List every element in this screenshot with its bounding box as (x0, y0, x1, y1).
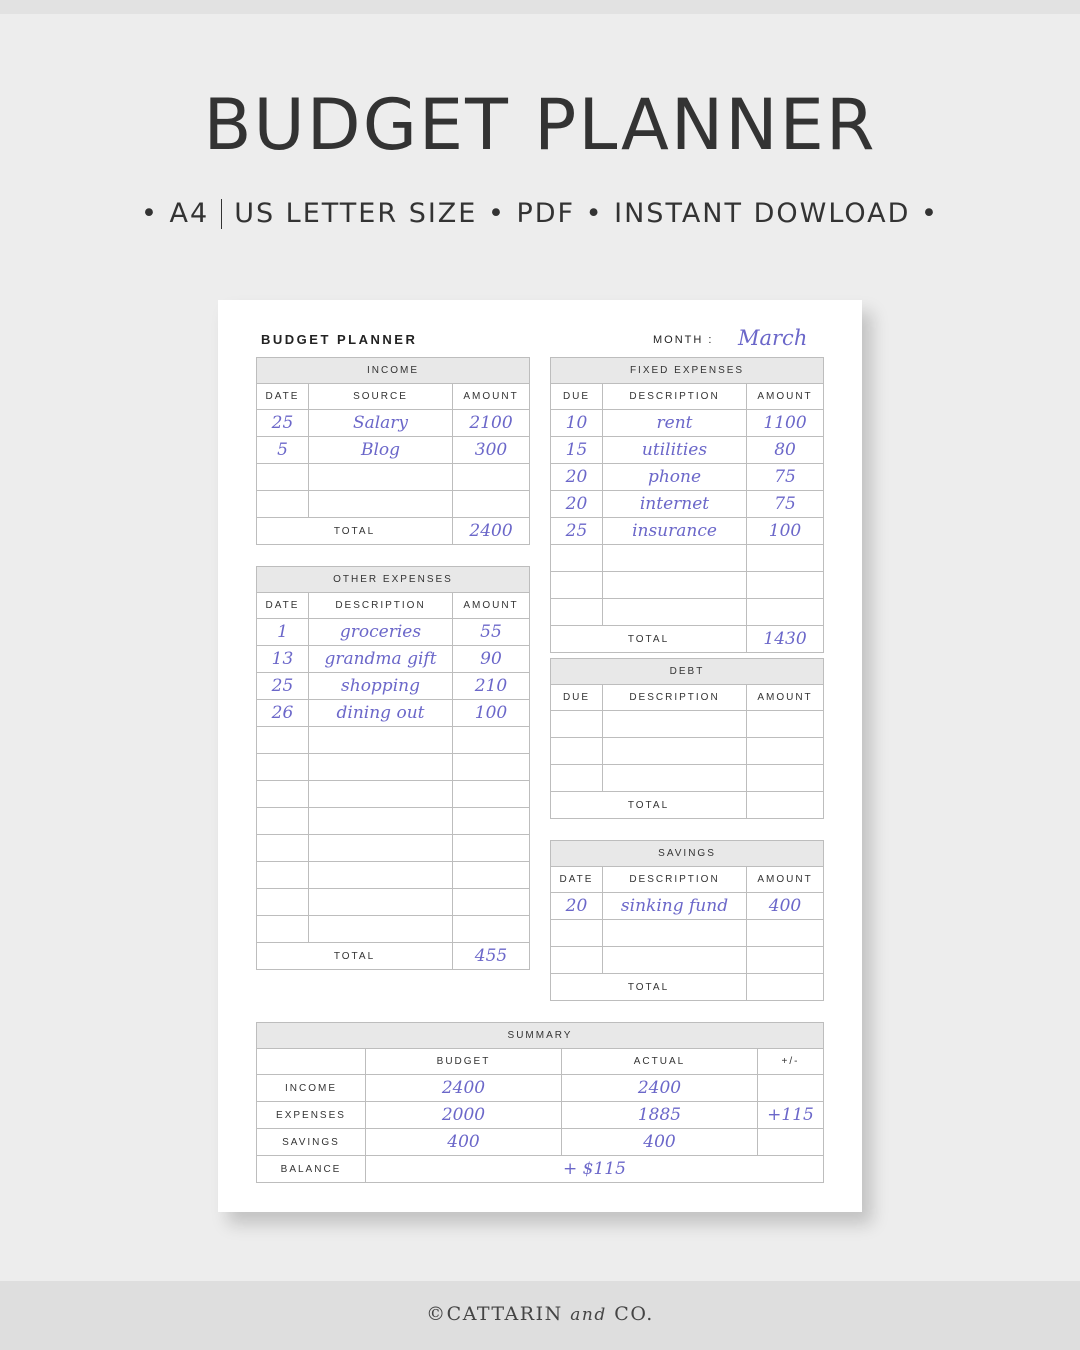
column-header-row (551, 867, 824, 893)
table-cell[interactable] (551, 711, 603, 738)
summary-column-row (257, 1049, 824, 1075)
table-cell[interactable]: 400 (747, 893, 824, 920)
column-header: DUE (551, 685, 603, 711)
income-table (256, 357, 530, 545)
total-label: TOTAL (551, 974, 747, 1001)
table-row (551, 599, 824, 626)
footer (0, 1281, 1080, 1350)
total-row (257, 518, 530, 545)
table-cell[interactable] (453, 754, 530, 781)
table-cell[interactable]: 10 (551, 410, 603, 437)
table-cell[interactable] (551, 572, 603, 599)
summary-cell[interactable]: 2000 (366, 1102, 562, 1129)
savings-table (550, 840, 824, 1001)
table-cell[interactable] (747, 738, 824, 765)
table-cell[interactable]: 25 (551, 518, 603, 545)
column-header: DATE (551, 867, 603, 893)
summary-cell[interactable]: +115 (758, 1102, 824, 1129)
table-row (257, 673, 530, 700)
table-cell[interactable]: rent (603, 410, 747, 437)
section-heading-row (551, 358, 824, 384)
table-cell[interactable] (747, 920, 824, 947)
table-row (257, 410, 530, 437)
table-cell[interactable] (309, 781, 453, 808)
other-expenses-table (256, 566, 530, 970)
table-row (257, 916, 530, 943)
table-row (257, 808, 530, 835)
column-header: DATE (257, 593, 309, 619)
column-header: AMOUNT (747, 867, 824, 893)
table-cell[interactable]: 100 (453, 700, 530, 727)
planner-sheet (218, 300, 862, 1212)
table-cell[interactable] (453, 781, 530, 808)
table-cell[interactable] (453, 862, 530, 889)
table-row (551, 738, 824, 765)
table-cell[interactable] (747, 711, 824, 738)
table-cell[interactable]: 90 (453, 646, 530, 673)
total-label: TOTAL (551, 626, 747, 653)
section-heading-row (551, 659, 824, 685)
table-cell[interactable]: 300 (453, 437, 530, 464)
summary-table (256, 1022, 824, 1183)
column-header-row (551, 685, 824, 711)
section-heading: FIXED EXPENSES (551, 358, 824, 384)
summary-cell[interactable]: 2400 (366, 1075, 562, 1102)
table-row (551, 572, 824, 599)
column-header: DESCRIPTION (309, 593, 453, 619)
sheet-title: BUDGET PLANNER (261, 332, 418, 347)
total-value[interactable]: 455 (453, 943, 530, 970)
section-heading: DEBT (551, 659, 824, 685)
table-row (257, 727, 530, 754)
table-cell[interactable]: dining out (309, 700, 453, 727)
table-cell[interactable] (309, 491, 453, 518)
table-row (551, 893, 824, 920)
page-subtitle (0, 198, 1080, 229)
table-cell[interactable] (603, 920, 747, 947)
summary-row-label: INCOME (257, 1075, 366, 1102)
table-cell[interactable]: shopping (309, 673, 453, 700)
table-cell[interactable] (257, 491, 309, 518)
table-cell[interactable] (257, 781, 309, 808)
table-cell[interactable] (747, 947, 824, 974)
column-header-row (257, 593, 530, 619)
table-cell[interactable] (257, 835, 309, 862)
table-cell[interactable]: 75 (747, 464, 824, 491)
section-heading: OTHER EXPENSES (257, 567, 530, 593)
summary-column-header: BUDGET (366, 1049, 562, 1075)
table-cell[interactable]: 5 (257, 437, 309, 464)
table-cell[interactable]: 20 (551, 491, 603, 518)
table-row (551, 437, 824, 464)
table-row (257, 862, 530, 889)
table-cell[interactable]: 55 (453, 619, 530, 646)
table-row (257, 754, 530, 781)
summary-heading-row (257, 1023, 824, 1049)
section-heading: INCOME (257, 358, 530, 384)
section-heading-row (551, 841, 824, 867)
table-cell[interactable] (603, 711, 747, 738)
table-cell[interactable]: 15 (551, 437, 603, 464)
month-label: MONTH : (653, 334, 714, 346)
table-cell[interactable]: insurance (603, 518, 747, 545)
summary-cell[interactable]: 400 (366, 1129, 562, 1156)
table-cell[interactable]: utilities (603, 437, 747, 464)
table-row (257, 889, 530, 916)
summary-row-label: EXPENSES (257, 1102, 366, 1129)
fixed-expenses-table (550, 357, 824, 653)
debt-table (550, 658, 824, 819)
table-cell[interactable] (257, 727, 309, 754)
table-row (551, 765, 824, 792)
table-cell[interactable]: 80 (747, 437, 824, 464)
table-cell[interactable] (309, 916, 453, 943)
table-cell[interactable] (453, 808, 530, 835)
column-header-row (257, 384, 530, 410)
total-label: TOTAL (257, 943, 453, 970)
summary-row (257, 1075, 824, 1102)
table-cell[interactable] (603, 947, 747, 974)
table-cell[interactable]: 26 (257, 700, 309, 727)
table-cell[interactable]: 20 (551, 464, 603, 491)
table-cell[interactable] (257, 754, 309, 781)
table-cell[interactable] (603, 545, 747, 572)
subtitle-a4: • A4 (141, 198, 210, 229)
summary-cell[interactable]: 400 (562, 1129, 758, 1156)
summary-row (257, 1129, 824, 1156)
table-cell[interactable]: groceries (309, 619, 453, 646)
table-cell[interactable] (603, 599, 747, 626)
total-row (551, 792, 824, 819)
month-value: March (738, 326, 808, 350)
table-cell[interactable]: Salary (309, 410, 453, 437)
total-value[interactable]: 1430 (747, 626, 824, 653)
brand-name: ©CATTARIN (426, 1303, 563, 1325)
balance-value[interactable]: + $115 (366, 1156, 824, 1183)
column-header: DATE (257, 384, 309, 410)
table-cell[interactable]: Blog (309, 437, 453, 464)
summary-cell[interactable]: 2400 (562, 1075, 758, 1102)
column-header: SOURCE (309, 384, 453, 410)
table-row (257, 491, 530, 518)
table-cell[interactable] (309, 889, 453, 916)
table-cell[interactable]: internet (603, 491, 747, 518)
table-cell[interactable] (453, 835, 530, 862)
table-row (257, 835, 530, 862)
table-cell[interactable] (603, 765, 747, 792)
table-row (257, 700, 530, 727)
balance-label: BALANCE (257, 1156, 366, 1183)
summary-row-label: SAVINGS (257, 1129, 366, 1156)
table-cell[interactable] (453, 916, 530, 943)
table-row (257, 646, 530, 673)
column-header: DESCRIPTION (603, 867, 747, 893)
table-cell[interactable] (747, 545, 824, 572)
summary-row (257, 1102, 824, 1129)
summary-cell[interactable]: 1885 (562, 1102, 758, 1129)
table-cell[interactable]: sinking fund (603, 893, 747, 920)
section-heading-row (257, 358, 530, 384)
table-row (551, 464, 824, 491)
table-cell[interactable] (257, 464, 309, 491)
table-cell[interactable] (257, 916, 309, 943)
total-value[interactable] (747, 792, 824, 819)
column-header: AMOUNT (453, 593, 530, 619)
table-cell[interactable] (551, 920, 603, 947)
summary-heading: SUMMARY (257, 1023, 824, 1049)
table-cell[interactable] (747, 599, 824, 626)
table-row (551, 518, 824, 545)
section-heading-row (257, 567, 530, 593)
table-cell[interactable] (309, 727, 453, 754)
table-cell[interactable] (257, 808, 309, 835)
table-cell[interactable] (453, 727, 530, 754)
table-cell[interactable] (309, 862, 453, 889)
table-cell[interactable]: 210 (453, 673, 530, 700)
subtitle-formats: US LETTER SIZE • PDF • INSTANT DOWLOAD • (234, 198, 939, 229)
page-title: BUDGET PLANNER (203, 84, 877, 166)
table-row (257, 619, 530, 646)
summary-cell[interactable] (758, 1129, 824, 1156)
summary-column-header: ACTUAL (562, 1049, 758, 1075)
table-cell[interactable] (257, 862, 309, 889)
table-cell[interactable] (551, 947, 603, 974)
table-cell[interactable]: 13 (257, 646, 309, 673)
table-cell[interactable] (309, 835, 453, 862)
summary-cell[interactable] (758, 1075, 824, 1102)
table-cell[interactable]: grandma gift (309, 646, 453, 673)
table-cell[interactable]: 2100 (453, 410, 530, 437)
summary-column-header (257, 1049, 366, 1075)
total-label: TOTAL (551, 792, 747, 819)
total-value[interactable] (747, 974, 824, 1001)
table-cell[interactable] (453, 491, 530, 518)
section-heading: SAVINGS (551, 841, 824, 867)
table-cell[interactable]: phone (603, 464, 747, 491)
table-cell[interactable]: 1 (257, 619, 309, 646)
brand-co: CO. (614, 1303, 654, 1325)
footer-brand (0, 1303, 1080, 1325)
table-row (257, 781, 530, 808)
table-cell[interactable] (747, 765, 824, 792)
column-header-row (551, 384, 824, 410)
table-cell[interactable] (551, 738, 603, 765)
column-header: DESCRIPTION (603, 685, 747, 711)
table-cell[interactable] (309, 754, 453, 781)
table-cell[interactable] (551, 545, 603, 572)
table-cell[interactable]: 25 (257, 673, 309, 700)
top-band (0, 0, 1080, 14)
table-cell[interactable] (603, 738, 747, 765)
table-cell[interactable] (309, 808, 453, 835)
table-row (551, 410, 824, 437)
table-cell[interactable]: 75 (747, 491, 824, 518)
column-header: DUE (551, 384, 603, 410)
table-cell[interactable] (747, 572, 824, 599)
table-row (551, 947, 824, 974)
table-cell[interactable]: 25 (257, 410, 309, 437)
table-cell[interactable] (551, 765, 603, 792)
table-cell[interactable] (551, 599, 603, 626)
column-header: AMOUNT (747, 384, 824, 410)
table-cell[interactable]: 20 (551, 893, 603, 920)
table-cell[interactable]: 100 (747, 518, 824, 545)
column-header: AMOUNT (453, 384, 530, 410)
column-header: AMOUNT (747, 685, 824, 711)
total-row (551, 626, 824, 653)
table-row (551, 920, 824, 947)
brand-and: and (570, 1305, 607, 1325)
table-row (257, 437, 530, 464)
column-header: DESCRIPTION (603, 384, 747, 410)
table-row (257, 464, 530, 491)
summary-column-header: +/- (758, 1049, 824, 1075)
table-row (551, 491, 824, 518)
table-row (551, 545, 824, 572)
total-row (257, 943, 530, 970)
balance-row (257, 1156, 824, 1183)
table-cell[interactable] (603, 572, 747, 599)
table-cell[interactable]: 1100 (747, 410, 824, 437)
total-value[interactable]: 2400 (453, 518, 530, 545)
table-cell[interactable] (453, 889, 530, 916)
table-cell[interactable] (309, 464, 453, 491)
table-cell[interactable] (257, 889, 309, 916)
table-row (551, 711, 824, 738)
table-cell[interactable] (453, 464, 530, 491)
total-row (551, 974, 824, 1001)
subtitle-divider (221, 199, 222, 229)
total-label: TOTAL (257, 518, 453, 545)
